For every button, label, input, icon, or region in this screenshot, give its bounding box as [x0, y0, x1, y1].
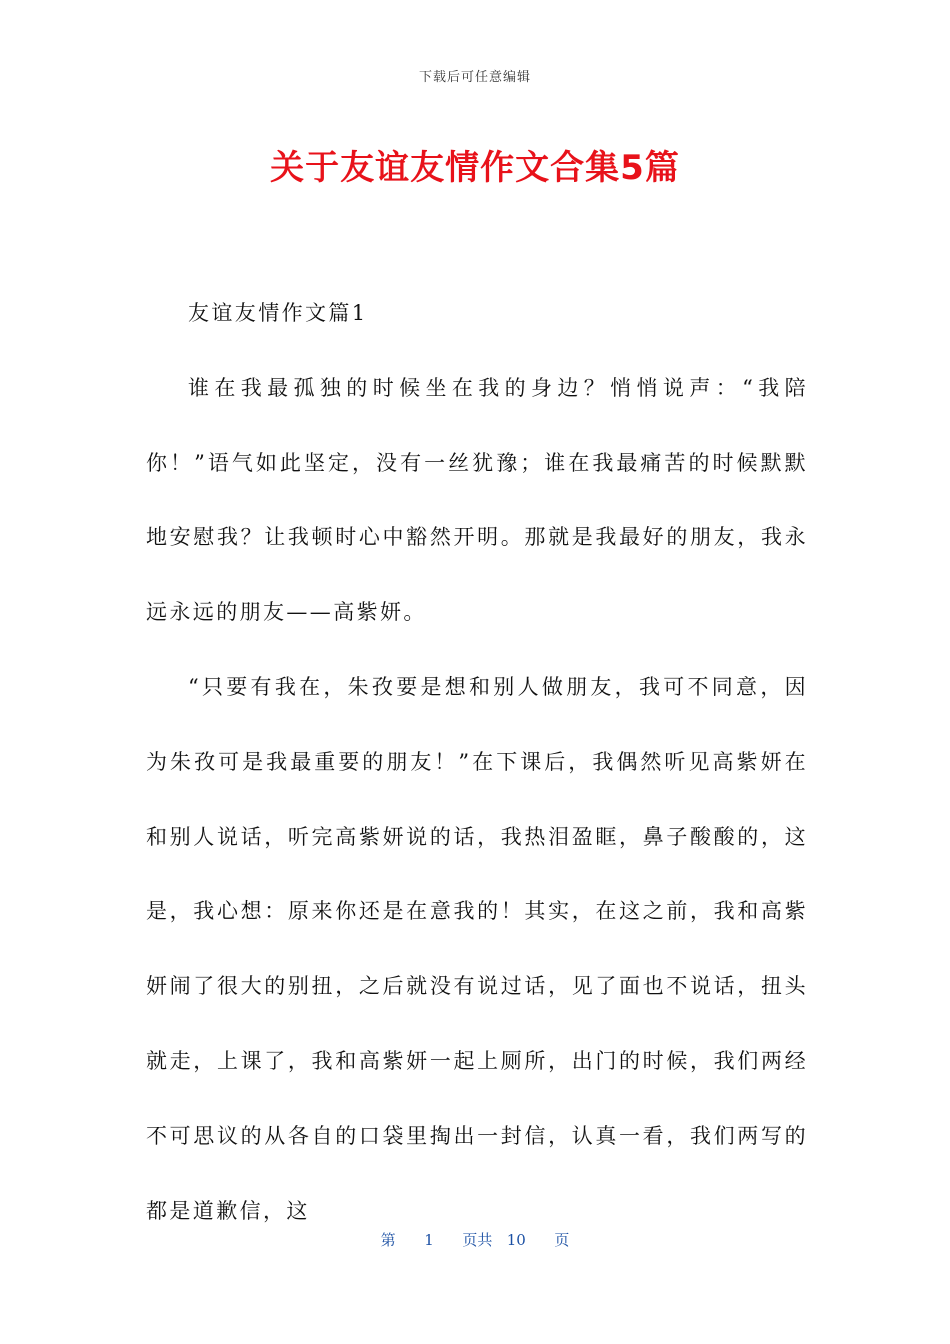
footer-page-suffix: 页	[554, 1231, 570, 1249]
document-title: 关于友谊友情作文合集5篇	[270, 148, 680, 188]
footer-current-page: 1	[424, 1231, 434, 1249]
footer-total-pages: 10	[506, 1231, 526, 1249]
body-paragraph: 谁在我最孤独的时候坐在我的身边？悄悄说声：“我陪你！”语气如此坚定，没有一丝犹豫；谁在我最痛苦的时候默默地安慰我？让我顿时心中豁然开明。那就是我最好的朋友，我永远永远的朋友——高紫妍。	[146, 375, 808, 625]
section-heading: 友谊友情作文篇1	[188, 301, 368, 325]
footer-page-prefix: 第	[380, 1231, 396, 1249]
document-body	[146, 276, 808, 1248]
body-paragraph: “只要有我在，朱孜要是想和别人做朋友，我可不同意，因为朱孜可是我最重要的朋友！”在下课后，我偶然听见高紫妍在和别人说话，听完高紫妍说的话，我热泪盈眶，鼻子酸酸的，这是，我心想：原来你还是在意我的！其实，在这之前，我和高紫妍闹了很大的别扭，之后就没有说过话，见了面也不说话，扭头就走，上课了，我和高紫妍一起上厕所，出门的时候，我们两经不可思议的从各自的口袋里掏出一封信，认真一看，我们两写的都是道歉信，这	[146, 674, 808, 1223]
header-note: 下载后可任意编辑	[418, 70, 531, 85]
footer-page-middle: 页共	[462, 1231, 493, 1249]
page-footer	[0, 1229, 950, 1250]
